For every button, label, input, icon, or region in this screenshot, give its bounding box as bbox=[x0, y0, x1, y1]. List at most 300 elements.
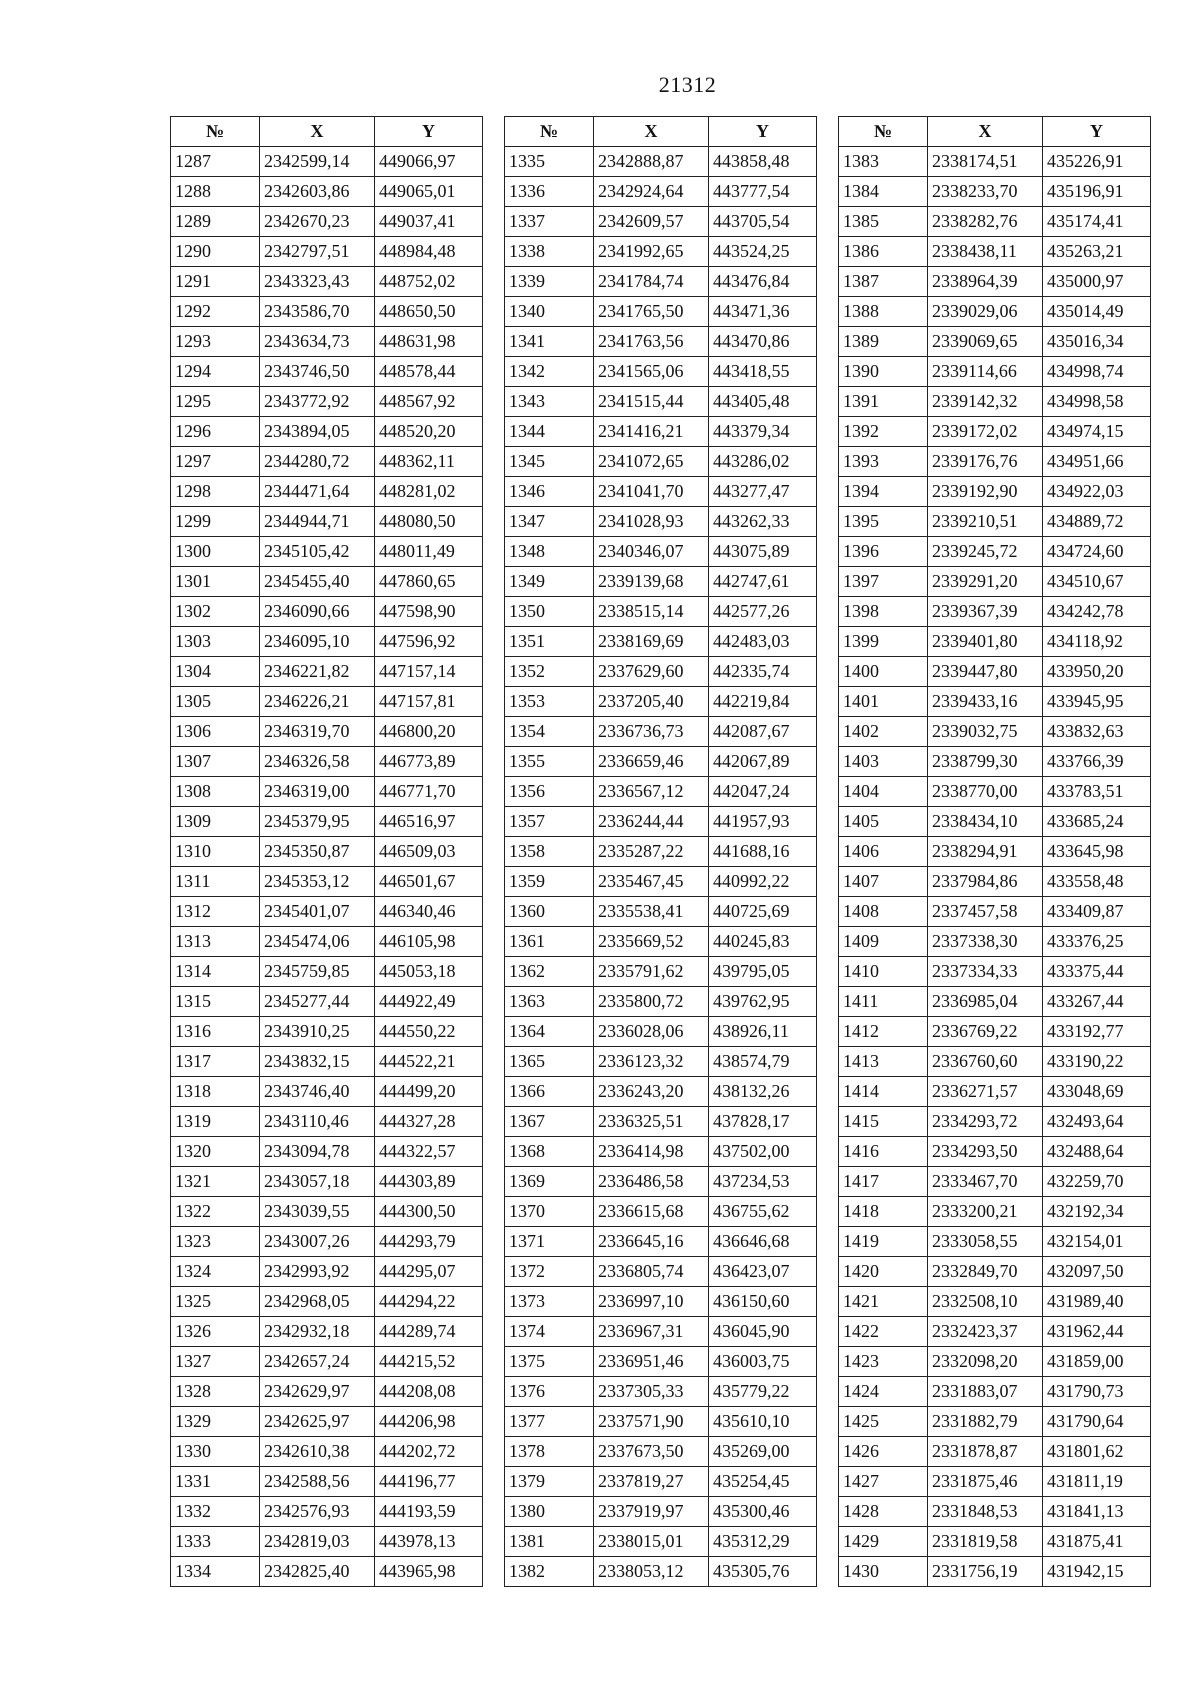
header-number: № bbox=[839, 117, 928, 147]
cell-x: 2339291,20 bbox=[928, 567, 1043, 597]
cell-x: 2336967,31 bbox=[594, 1317, 709, 1347]
cell-y: 446771,70 bbox=[375, 777, 483, 807]
cell-y: 447860,65 bbox=[375, 567, 483, 597]
cell-y: 443777,54 bbox=[709, 177, 817, 207]
cell-number: 1315 bbox=[171, 987, 260, 1017]
table-row bbox=[171, 237, 483, 267]
table-row bbox=[839, 867, 1151, 897]
cell-y: 444327,28 bbox=[375, 1107, 483, 1137]
cell-x: 2343586,70 bbox=[260, 297, 375, 327]
table-row bbox=[505, 987, 817, 1017]
table-row bbox=[171, 477, 483, 507]
table-row bbox=[505, 687, 817, 717]
cell-x: 2342888,87 bbox=[594, 147, 709, 177]
cell-number: 1376 bbox=[505, 1377, 594, 1407]
table-row bbox=[839, 1467, 1151, 1497]
cell-y: 437828,17 bbox=[709, 1107, 817, 1137]
cell-y: 444499,20 bbox=[375, 1077, 483, 1107]
table-row bbox=[505, 897, 817, 927]
cell-number: 1319 bbox=[171, 1107, 260, 1137]
table-row bbox=[171, 1077, 483, 1107]
cell-y: 448281,02 bbox=[375, 477, 483, 507]
cell-x: 2331883,07 bbox=[928, 1377, 1043, 1407]
table-row bbox=[171, 267, 483, 297]
cell-x: 2342993,92 bbox=[260, 1257, 375, 1287]
table-row bbox=[171, 387, 483, 417]
cell-number: 1425 bbox=[839, 1407, 928, 1437]
cell-number: 1366 bbox=[505, 1077, 594, 1107]
cell-y: 433950,20 bbox=[1043, 657, 1151, 687]
cell-y: 433267,44 bbox=[1043, 987, 1151, 1017]
table-row bbox=[505, 1347, 817, 1377]
table-row bbox=[839, 927, 1151, 957]
table-row bbox=[839, 267, 1151, 297]
table-row bbox=[839, 687, 1151, 717]
cell-x: 2345379,95 bbox=[260, 807, 375, 837]
cell-x: 2331848,53 bbox=[928, 1497, 1043, 1527]
cell-number: 1391 bbox=[839, 387, 928, 417]
cell-number: 1333 bbox=[171, 1527, 260, 1557]
table-row bbox=[505, 417, 817, 447]
table-row bbox=[839, 477, 1151, 507]
page-number: 21312 bbox=[658, 72, 717, 97]
table-row bbox=[171, 957, 483, 987]
cell-number: 1363 bbox=[505, 987, 594, 1017]
cell-number: 1407 bbox=[839, 867, 928, 897]
cell-number: 1383 bbox=[839, 147, 928, 177]
cell-y: 431811,19 bbox=[1043, 1467, 1151, 1497]
cell-number: 1336 bbox=[505, 177, 594, 207]
cell-number: 1372 bbox=[505, 1257, 594, 1287]
table-row bbox=[839, 567, 1151, 597]
cell-x: 2341515,44 bbox=[594, 387, 709, 417]
table-row bbox=[839, 357, 1151, 387]
cell-number: 1417 bbox=[839, 1167, 928, 1197]
cell-x: 2333200,21 bbox=[928, 1197, 1043, 1227]
table-row bbox=[839, 207, 1151, 237]
cell-x: 2342968,05 bbox=[260, 1287, 375, 1317]
cell-y: 433945,95 bbox=[1043, 687, 1151, 717]
table-row bbox=[171, 1317, 483, 1347]
table-row bbox=[505, 597, 817, 627]
table-row bbox=[839, 1257, 1151, 1287]
cell-y: 435174,41 bbox=[1043, 207, 1151, 237]
cell-number: 1335 bbox=[505, 147, 594, 177]
cell-x: 2338438,11 bbox=[928, 237, 1043, 267]
cell-y: 444293,79 bbox=[375, 1227, 483, 1257]
cell-x: 2345474,06 bbox=[260, 927, 375, 957]
cell-y: 433685,24 bbox=[1043, 807, 1151, 837]
cell-number: 1317 bbox=[171, 1047, 260, 1077]
cell-y: 448567,92 bbox=[375, 387, 483, 417]
cell-y: 433832,63 bbox=[1043, 717, 1151, 747]
cell-x: 2336997,10 bbox=[594, 1287, 709, 1317]
cell-number: 1299 bbox=[171, 507, 260, 537]
table-row bbox=[171, 147, 483, 177]
cell-number: 1381 bbox=[505, 1527, 594, 1557]
cell-x: 2335287,22 bbox=[594, 837, 709, 867]
cell-x: 2343910,25 bbox=[260, 1017, 375, 1047]
cell-x: 2343746,40 bbox=[260, 1077, 375, 1107]
cell-y: 449065,01 bbox=[375, 177, 483, 207]
cell-y: 448631,98 bbox=[375, 327, 483, 357]
cell-number: 1322 bbox=[171, 1197, 260, 1227]
cell-x: 2345105,42 bbox=[260, 537, 375, 567]
table-row bbox=[171, 1437, 483, 1467]
cell-y: 446501,67 bbox=[375, 867, 483, 897]
table-row bbox=[505, 1497, 817, 1527]
cell-x: 2338015,01 bbox=[594, 1527, 709, 1557]
cell-x: 2346326,58 bbox=[260, 747, 375, 777]
cell-number: 1419 bbox=[839, 1227, 928, 1257]
cell-number: 1311 bbox=[171, 867, 260, 897]
cell-y: 443470,86 bbox=[709, 327, 817, 357]
cell-y: 434974,15 bbox=[1043, 417, 1151, 447]
cell-number: 1364 bbox=[505, 1017, 594, 1047]
cell-x: 2346319,00 bbox=[260, 777, 375, 807]
table-row bbox=[839, 747, 1151, 777]
cell-number: 1302 bbox=[171, 597, 260, 627]
cell-y: 436003,75 bbox=[709, 1347, 817, 1377]
cell-x: 2336243,20 bbox=[594, 1077, 709, 1107]
cell-y: 433375,44 bbox=[1043, 957, 1151, 987]
cell-number: 1361 bbox=[505, 927, 594, 957]
cell-number: 1341 bbox=[505, 327, 594, 357]
cell-y: 444215,52 bbox=[375, 1347, 483, 1377]
cell-x: 2341765,50 bbox=[594, 297, 709, 327]
cell-x: 2337334,33 bbox=[928, 957, 1043, 987]
cell-x: 2337305,33 bbox=[594, 1377, 709, 1407]
cell-number: 1340 bbox=[505, 297, 594, 327]
table-row bbox=[839, 897, 1151, 927]
cell-x: 2336760,60 bbox=[928, 1047, 1043, 1077]
table-row bbox=[171, 1167, 483, 1197]
cell-number: 1307 bbox=[171, 747, 260, 777]
cell-number: 1401 bbox=[839, 687, 928, 717]
table-row bbox=[505, 297, 817, 327]
cell-number: 1392 bbox=[839, 417, 928, 447]
cell-number: 1387 bbox=[839, 267, 928, 297]
cell-x: 2336645,16 bbox=[594, 1227, 709, 1257]
table-row bbox=[839, 1227, 1151, 1257]
cell-x: 2341992,65 bbox=[594, 237, 709, 267]
cell-number: 1414 bbox=[839, 1077, 928, 1107]
table-row bbox=[505, 1257, 817, 1287]
table-row bbox=[505, 1317, 817, 1347]
cell-y: 433783,51 bbox=[1043, 777, 1151, 807]
cell-y: 443379,34 bbox=[709, 417, 817, 447]
cell-number: 1298 bbox=[171, 477, 260, 507]
cell-number: 1312 bbox=[171, 897, 260, 927]
cell-y: 440725,69 bbox=[709, 897, 817, 927]
cell-number: 1405 bbox=[839, 807, 928, 837]
cell-x: 2345759,85 bbox=[260, 957, 375, 987]
cell-x: 2343039,55 bbox=[260, 1197, 375, 1227]
cell-number: 1321 bbox=[171, 1167, 260, 1197]
cell-x: 2335791,62 bbox=[594, 957, 709, 987]
table-row bbox=[839, 957, 1151, 987]
cell-y: 431790,64 bbox=[1043, 1407, 1151, 1437]
cell-y: 443075,89 bbox=[709, 537, 817, 567]
cell-y: 439762,95 bbox=[709, 987, 817, 1017]
cell-number: 1359 bbox=[505, 867, 594, 897]
table-row bbox=[839, 1557, 1151, 1587]
cell-x: 2341041,70 bbox=[594, 477, 709, 507]
table-row bbox=[839, 717, 1151, 747]
table-row bbox=[505, 747, 817, 777]
cell-x: 2342625,97 bbox=[260, 1407, 375, 1437]
cell-number: 1422 bbox=[839, 1317, 928, 1347]
cell-number: 1369 bbox=[505, 1167, 594, 1197]
cell-x: 2346319,70 bbox=[260, 717, 375, 747]
cell-number: 1409 bbox=[839, 927, 928, 957]
cell-x: 2339032,75 bbox=[928, 717, 1043, 747]
cell-number: 1416 bbox=[839, 1137, 928, 1167]
cell-number: 1400 bbox=[839, 657, 928, 687]
cell-x: 2343323,43 bbox=[260, 267, 375, 297]
cell-x: 2333058,55 bbox=[928, 1227, 1043, 1257]
cell-x: 2335467,45 bbox=[594, 867, 709, 897]
cell-number: 1403 bbox=[839, 747, 928, 777]
cell-number: 1380 bbox=[505, 1497, 594, 1527]
table-row bbox=[839, 1167, 1151, 1197]
table-row bbox=[505, 1527, 817, 1557]
cell-y: 441688,16 bbox=[709, 837, 817, 867]
cell-y: 435254,45 bbox=[709, 1467, 817, 1497]
table-row bbox=[171, 207, 483, 237]
cell-number: 1377 bbox=[505, 1407, 594, 1437]
cell-number: 1379 bbox=[505, 1467, 594, 1497]
cell-y: 440992,22 bbox=[709, 867, 817, 897]
cell-y: 444208,08 bbox=[375, 1377, 483, 1407]
cell-x: 2343007,26 bbox=[260, 1227, 375, 1257]
cell-y: 435312,29 bbox=[709, 1527, 817, 1557]
cell-y: 433192,77 bbox=[1043, 1017, 1151, 1047]
cell-x: 2338799,30 bbox=[928, 747, 1043, 777]
cell-number: 1351 bbox=[505, 627, 594, 657]
table-row bbox=[839, 1107, 1151, 1137]
table-row bbox=[171, 927, 483, 957]
table-row bbox=[505, 627, 817, 657]
cell-x: 2336805,74 bbox=[594, 1257, 709, 1287]
cell-x: 2336244,44 bbox=[594, 807, 709, 837]
table-row bbox=[171, 867, 483, 897]
cell-number: 1378 bbox=[505, 1437, 594, 1467]
table-row bbox=[171, 1527, 483, 1557]
cell-x: 2339142,32 bbox=[928, 387, 1043, 417]
cell-number: 1406 bbox=[839, 837, 928, 867]
cell-number: 1384 bbox=[839, 177, 928, 207]
cell-y: 444202,72 bbox=[375, 1437, 483, 1467]
table-row bbox=[505, 657, 817, 687]
cell-y: 446105,98 bbox=[375, 927, 483, 957]
cell-x: 2341028,93 bbox=[594, 507, 709, 537]
cell-y: 438132,26 bbox=[709, 1077, 817, 1107]
cell-y: 431841,13 bbox=[1043, 1497, 1151, 1527]
table-row bbox=[171, 807, 483, 837]
cell-y: 444522,21 bbox=[375, 1047, 483, 1077]
cell-number: 1309 bbox=[171, 807, 260, 837]
cell-x: 2342610,38 bbox=[260, 1437, 375, 1467]
cell-x: 2338053,12 bbox=[594, 1557, 709, 1587]
cell-y: 447596,92 bbox=[375, 627, 483, 657]
cell-x: 2336414,98 bbox=[594, 1137, 709, 1167]
cell-y: 433409,87 bbox=[1043, 897, 1151, 927]
cell-y: 448520,20 bbox=[375, 417, 483, 447]
cell-x: 2342576,93 bbox=[260, 1497, 375, 1527]
cell-x: 2339245,72 bbox=[928, 537, 1043, 567]
cell-x: 2342924,64 bbox=[594, 177, 709, 207]
table-row bbox=[171, 1017, 483, 1047]
cell-number: 1410 bbox=[839, 957, 928, 987]
cell-number: 1355 bbox=[505, 747, 594, 777]
table-row bbox=[839, 447, 1151, 477]
cell-y: 434998,74 bbox=[1043, 357, 1151, 387]
cell-number: 1396 bbox=[839, 537, 928, 567]
cell-y: 431962,44 bbox=[1043, 1317, 1151, 1347]
cell-x: 2346095,10 bbox=[260, 627, 375, 657]
cell-x: 2342629,97 bbox=[260, 1377, 375, 1407]
header-x: X bbox=[594, 117, 709, 147]
table-row bbox=[171, 1047, 483, 1077]
table-row bbox=[839, 417, 1151, 447]
cell-x: 2335538,41 bbox=[594, 897, 709, 927]
table-row bbox=[839, 657, 1151, 687]
cell-x: 2339192,90 bbox=[928, 477, 1043, 507]
cell-number: 1329 bbox=[171, 1407, 260, 1437]
cell-number: 1326 bbox=[171, 1317, 260, 1347]
table-row bbox=[839, 1077, 1151, 1107]
cell-x: 2344280,72 bbox=[260, 447, 375, 477]
table-row bbox=[171, 1557, 483, 1587]
table-row bbox=[505, 177, 817, 207]
table-row bbox=[171, 717, 483, 747]
cell-number: 1296 bbox=[171, 417, 260, 447]
cell-number: 1292 bbox=[171, 297, 260, 327]
cell-y: 444550,22 bbox=[375, 1017, 483, 1047]
cell-number: 1306 bbox=[171, 717, 260, 747]
cell-number: 1389 bbox=[839, 327, 928, 357]
cell-x: 2338515,14 bbox=[594, 597, 709, 627]
cell-number: 1332 bbox=[171, 1497, 260, 1527]
table-row bbox=[171, 1197, 483, 1227]
cell-x: 2338233,70 bbox=[928, 177, 1043, 207]
cell-y: 437234,53 bbox=[709, 1167, 817, 1197]
table-header-row bbox=[171, 117, 483, 147]
cell-y: 442577,26 bbox=[709, 597, 817, 627]
table-row bbox=[839, 987, 1151, 1017]
table-row bbox=[171, 1107, 483, 1137]
table-row bbox=[839, 1377, 1151, 1407]
cell-y: 443705,54 bbox=[709, 207, 817, 237]
cell-x: 2343057,18 bbox=[260, 1167, 375, 1197]
cell-number: 1413 bbox=[839, 1047, 928, 1077]
cell-x: 2338434,10 bbox=[928, 807, 1043, 837]
table-row bbox=[171, 627, 483, 657]
cell-number: 1421 bbox=[839, 1287, 928, 1317]
cell-y: 442087,67 bbox=[709, 717, 817, 747]
cell-y: 438926,11 bbox=[709, 1017, 817, 1047]
table-row bbox=[505, 717, 817, 747]
cell-x: 2342599,14 bbox=[260, 147, 375, 177]
table-row bbox=[839, 1527, 1151, 1557]
cell-x: 2336486,58 bbox=[594, 1167, 709, 1197]
cell-y: 432493,64 bbox=[1043, 1107, 1151, 1137]
cell-x: 2345353,12 bbox=[260, 867, 375, 897]
cell-x: 2339069,65 bbox=[928, 327, 1043, 357]
table-row bbox=[505, 507, 817, 537]
cell-y: 444193,59 bbox=[375, 1497, 483, 1527]
cell-x: 2336271,57 bbox=[928, 1077, 1043, 1107]
table-row bbox=[171, 1347, 483, 1377]
table-row bbox=[505, 357, 817, 387]
cell-number: 1316 bbox=[171, 1017, 260, 1047]
cell-y: 435779,22 bbox=[709, 1377, 817, 1407]
cell-x: 2342588,56 bbox=[260, 1467, 375, 1497]
table-row bbox=[839, 1287, 1151, 1317]
table-row bbox=[839, 1047, 1151, 1077]
table-row bbox=[171, 327, 483, 357]
cell-number: 1390 bbox=[839, 357, 928, 387]
table-row bbox=[505, 957, 817, 987]
table-row bbox=[505, 537, 817, 567]
cell-number: 1430 bbox=[839, 1557, 928, 1587]
table-row bbox=[171, 837, 483, 867]
table-row bbox=[505, 837, 817, 867]
cell-y: 444206,98 bbox=[375, 1407, 483, 1437]
cell-x: 2343832,15 bbox=[260, 1047, 375, 1077]
cell-y: 442747,61 bbox=[709, 567, 817, 597]
table-row bbox=[171, 297, 483, 327]
cell-y: 449066,97 bbox=[375, 147, 483, 177]
cell-y: 442335,74 bbox=[709, 657, 817, 687]
cell-x: 2338174,51 bbox=[928, 147, 1043, 177]
cell-y: 431859,00 bbox=[1043, 1347, 1151, 1377]
table-row bbox=[505, 1107, 817, 1137]
cell-y: 433558,48 bbox=[1043, 867, 1151, 897]
cell-y: 443405,48 bbox=[709, 387, 817, 417]
cell-y: 447598,90 bbox=[375, 597, 483, 627]
cell-y: 433190,22 bbox=[1043, 1047, 1151, 1077]
table-row bbox=[505, 1197, 817, 1227]
header-x: X bbox=[260, 117, 375, 147]
header-x: X bbox=[928, 117, 1043, 147]
table-row bbox=[171, 177, 483, 207]
cell-y: 434922,03 bbox=[1043, 477, 1151, 507]
cell-number: 1427 bbox=[839, 1467, 928, 1497]
cell-x: 2337571,90 bbox=[594, 1407, 709, 1437]
table-row bbox=[505, 1077, 817, 1107]
cell-y: 444294,22 bbox=[375, 1287, 483, 1317]
cell-number: 1386 bbox=[839, 237, 928, 267]
cell-x: 2331819,58 bbox=[928, 1527, 1043, 1557]
cell-number: 1347 bbox=[505, 507, 594, 537]
cell-number: 1349 bbox=[505, 567, 594, 597]
cell-y: 435226,91 bbox=[1043, 147, 1151, 177]
table-row bbox=[839, 627, 1151, 657]
table-row bbox=[839, 387, 1151, 417]
table-row bbox=[505, 777, 817, 807]
cell-x: 2337673,50 bbox=[594, 1437, 709, 1467]
cell-number: 1423 bbox=[839, 1347, 928, 1377]
table-row bbox=[505, 1467, 817, 1497]
cell-number: 1289 bbox=[171, 207, 260, 237]
cell-x: 2342932,18 bbox=[260, 1317, 375, 1347]
cell-y: 432192,34 bbox=[1043, 1197, 1151, 1227]
cell-number: 1426 bbox=[839, 1437, 928, 1467]
cell-y: 443965,98 bbox=[375, 1557, 483, 1587]
cell-y: 431801,62 bbox=[1043, 1437, 1151, 1467]
